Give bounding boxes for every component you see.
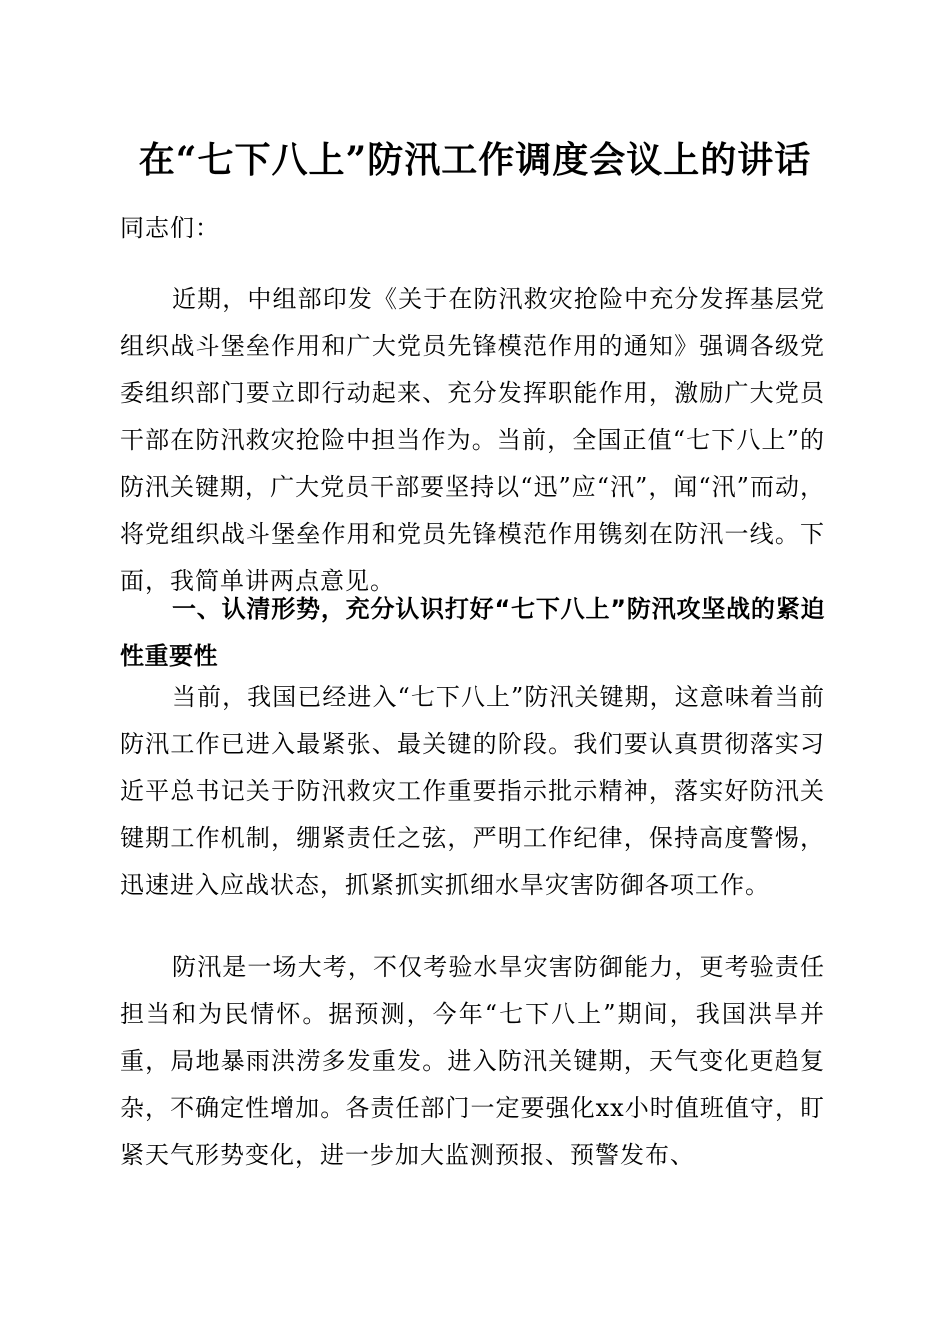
paragraph-intro: 近期，中组部印发《关于在防汛救灾抢险中充分发挥基层党组织战斗堡垒作用和广大党员先锋模范作用的通知》强调各级党委组织部门要立即行动起来、充分发挥职能作用，激励广大党员干部在防汛救灾抢险中担当作为。当前，全国正值“七下八上”的防汛关键期，广大党员干部要坚持以“迅”应“汛”，闻“汛”而动，将党组织战斗堡垒作用和党员先锋模范作用镌刻在防汛一线。下面，我简单讲两点意见。 xyxy=(120,285,825,595)
salutation: 同志们： xyxy=(120,214,220,242)
section-heading-1: 一、认清形势，充分认识打好“七下八上”防汛攻坚战的紧迫性重要性 xyxy=(120,595,825,670)
paragraph-exam: 防汛是一场大考，不仅考验水旱灾害防御能力，更考验责任担当和为民情怀。据预测，今年“七下八上”期间，我国洪旱并重，局地暴雨洪涝多发重发。进入防汛关键期，天气变化更趋复杂，不确定性增加。各责任部门一定要强化xx小时值班值守，盯紧天气形势变化，进一步加大监测预报、预警发布、 xyxy=(120,953,825,1169)
paragraph-situation: 当前，我国已经进入“七下八上”防汛关键期，这意味着当前防汛工作已进入最紧张、最关键的阶段。我们要认真贯彻落实习近平总书记关于防汛救灾工作重要指示批示精神，落实好防汛关键期工作机制，绷紧责任之弦，严明工作纪律，保持高度警惕，迅速进入应战状态，抓紧抓实抓细水旱灾害防御各项工作。 xyxy=(120,683,825,899)
document-title: 在“七下八上”防汛工作调度会议上的讲话 xyxy=(138,139,812,181)
